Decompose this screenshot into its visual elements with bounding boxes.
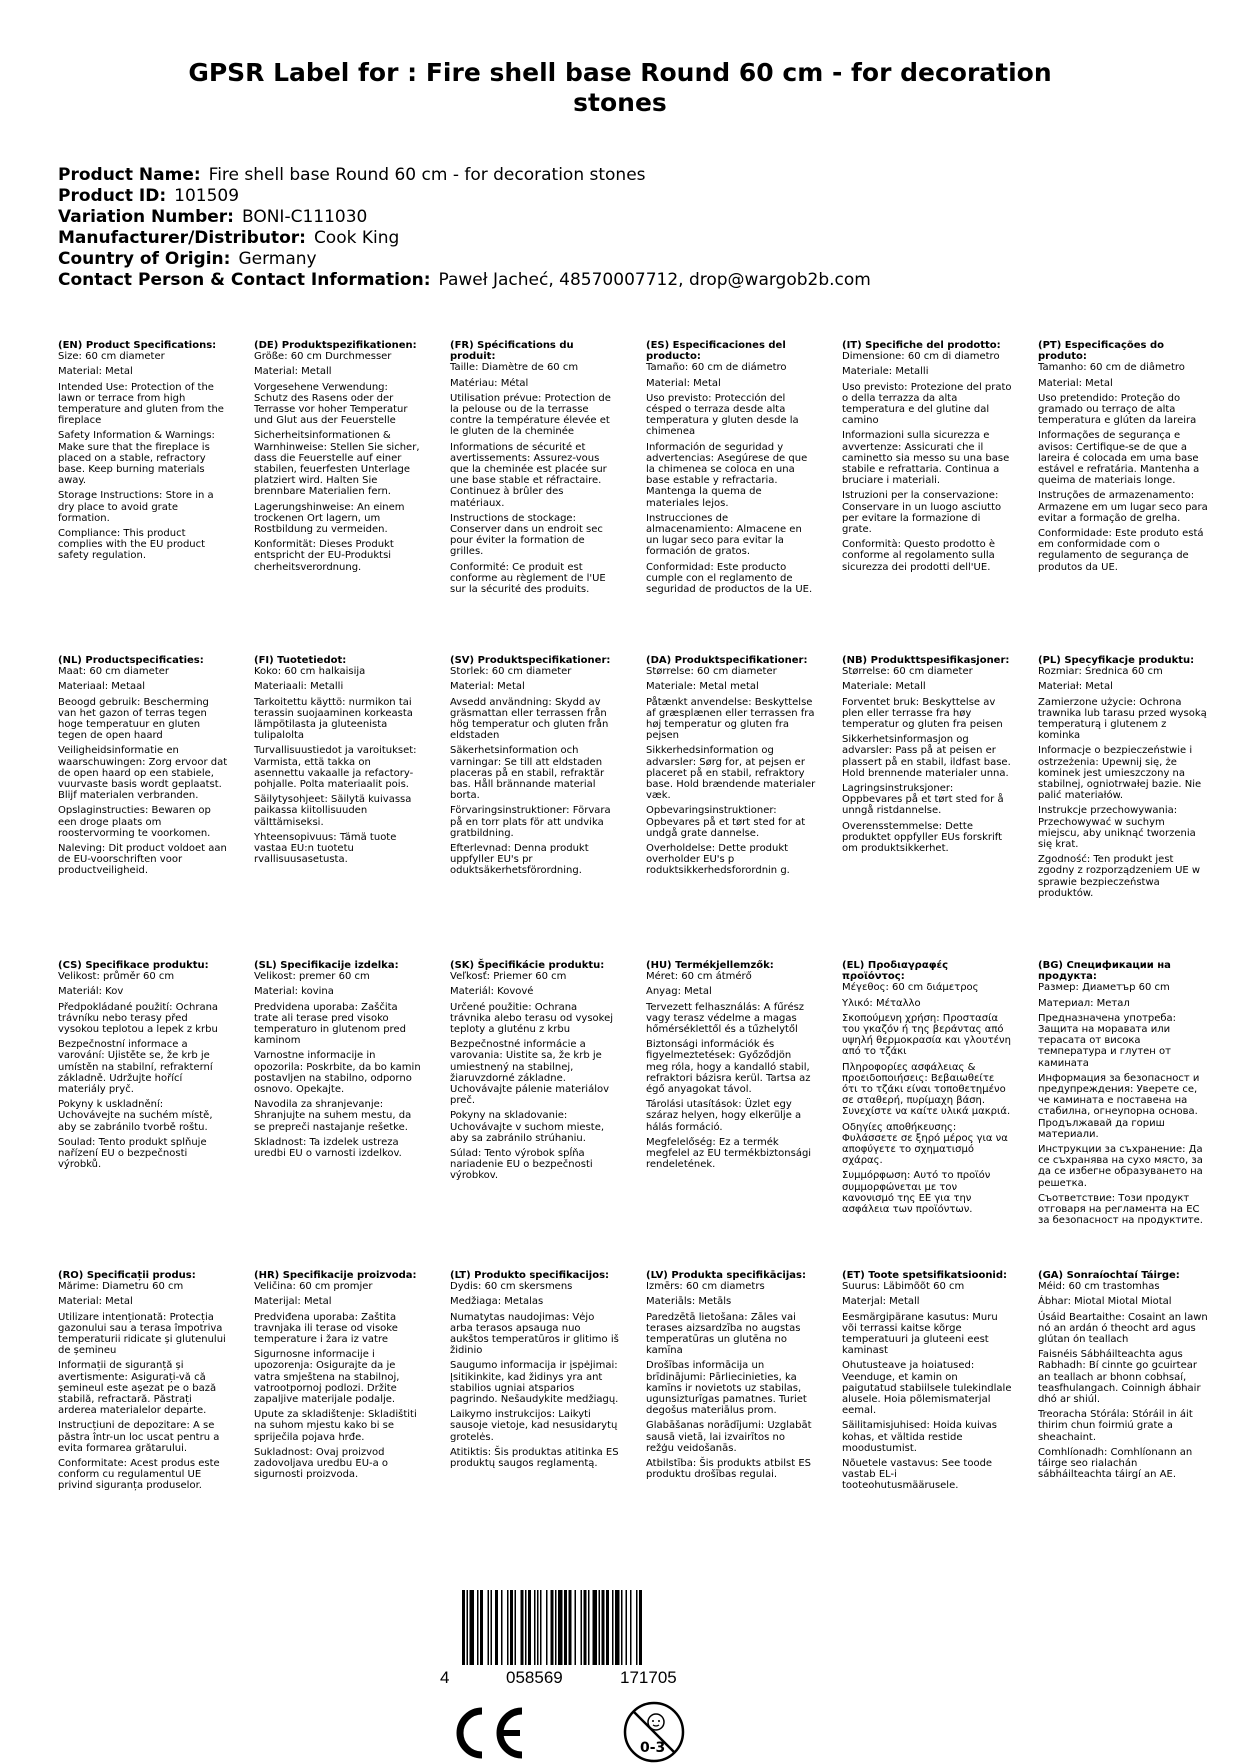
language-spec-header: (ES) Especificaciones del producto: (646, 340, 786, 363)
language-spec-line: Material: Metall (254, 366, 332, 378)
language-spec-block (842, 960, 1012, 1219)
language-spec-line: Υλικό: Μέταλλο (842, 997, 921, 1009)
language-spec-line: Taille: Diamètre de 60 cm (450, 362, 579, 374)
barcode-bars (462, 1590, 700, 1665)
barcode-bar (564, 1590, 567, 1665)
barcode-bar (621, 1590, 623, 1665)
language-spec-block (1038, 960, 1208, 1230)
info-value: BONI-C111030 (241, 207, 368, 227)
language-spec-line: Material: kovina (254, 986, 334, 998)
language-spec-header: (HU) Termékjellemzők: (646, 960, 774, 971)
language-spec-line: Informacje o bezpieczeństwie i ostrzeżenia: Upewnij się, że kominek jest umieszczony na stabilnej, ogniotrwałej bazie. Nie palić materiałów. (1038, 745, 1202, 802)
language-spec-line: Avsedd användning: Skydd av gräsmattan eller terrassen från hög temperatur och gluten från eldstaden (450, 696, 609, 742)
language-spec-line: Sigurnosne informacije i upozorenja: Osigurajte da je vatra smještena na stabilnoj, vatrootpornoj podlozi. Držite zapaljive materijale podalje. (254, 1349, 400, 1406)
barcode (440, 1590, 710, 1690)
barcode-bar (528, 1590, 531, 1665)
language-spec-line: Съответствие: Този продукт отговаря на регламента на ЕС за безопасност на продуктите. (1038, 1192, 1203, 1227)
language-spec-block (450, 655, 620, 881)
barcode-bar (630, 1590, 632, 1665)
language-spec-line: Atitiktis: Šis produktas atitinka ES produktų saugos reglamentą. (450, 1446, 619, 1470)
language-spec-line: Súlad: Tento výrobok spĺňa nariadenie EU o bezpečnosti výrobkov. (450, 1148, 593, 1182)
info-row (58, 249, 871, 270)
page-title: GPSR Label for : Fire shell base Round 60 cm - for decoration stones (188, 58, 1052, 117)
language-spec-line: Utilizare intenționată: Protecția gazonului sau a terasa împotriva temperaturii ridicate și glutenului de șemineu (58, 1311, 226, 1357)
language-spec-header: (RO) Specificații produs: (58, 1270, 196, 1281)
language-spec-line: Soulad: Tento produkt splňuje nařízení EU o bezpečnosti výrobků. (58, 1136, 207, 1171)
barcode-bar (510, 1590, 513, 1665)
language-spec-line: Ábhar: Miotal Miotal Miotal (1038, 1296, 1172, 1308)
barcode-bar (593, 1590, 598, 1665)
language-spec-line: Material: Metal (646, 377, 721, 389)
language-spec-line: Veličina: 60 cm promjer (254, 1281, 373, 1293)
barcode-bar (602, 1590, 605, 1665)
barcode-bar (639, 1590, 642, 1665)
language-spec-line: Určené použitie: Ochrana trávnika alebo terasu od vysokej teploty a gluténu z krbu (450, 1001, 614, 1036)
language-spec-line: Πληροφορίες ασφάλειας & προειδοποιήσεις: Βεβαιωθείτε ότι το τζάκι είναι τοποθετημένο σε σταθερή, πυρίμαχη βάση. Συνεχίστε να καίτε υλικά μακριά. (842, 1061, 1011, 1118)
language-spec-line: Velikost: průměr 60 cm (58, 971, 175, 983)
language-spec-line: Beoogd gebruik: Bescherming van het gazon of terras tegen hoge temperatuur en gluten tegen de open haard (58, 696, 209, 742)
language-spec-line: Turvallisuustiedot ja varoitukset: Varmista, että takka on asennettu vakaalle ja refactory-pohjalle. Polta materiaalit pois. (254, 745, 417, 791)
language-spec-header: (FR) Spécifications du produit: (450, 340, 574, 363)
language-spec-line: Nõuetele vastavus: See toode vastab EL-i tooteohutusmäärusele. (842, 1458, 993, 1492)
barcode-bar (581, 1590, 583, 1665)
language-spec-block (254, 340, 424, 577)
barcode-bar (480, 1590, 483, 1665)
info-row (58, 165, 871, 186)
language-spec-header: (DE) Produktspezifikationen: (254, 340, 417, 351)
language-spec-block (58, 1270, 228, 1496)
language-spec-line: Materiale: Metall (842, 681, 926, 693)
language-spec-header: (DA) Produktspecifikationer: (646, 655, 808, 666)
language-spec-header: (GA) Sonraíochtaí Táirge: (1038, 1270, 1180, 1281)
language-spec-header: (CS) Specifikace produktu: (58, 960, 209, 971)
language-spec-line: Bezpečnostní informace a varování: Ujistěte se, že krb je umístěn na stabilní, refrakterní základně. Udržujte hořící materiály pryč. (58, 1039, 213, 1096)
language-spec-line: Materiál: Kov (58, 986, 124, 998)
language-spec-line: Sicherheitsinformationen & Warnhinweise: Stellen Sie sicher, dass die Feuerstelle auf einer stabilen, feuerfesten Unterlage platziert wird. Halten Sie brennbare Materialien fern. (254, 430, 420, 498)
language-spec-block (842, 340, 1012, 577)
barcode-bar (626, 1590, 628, 1665)
language-spec-line: Sukladnost: Ovaj proizvod zadovoljava uredbu EU-a o sigurnosti proizvoda. (254, 1446, 389, 1481)
language-spec-block (58, 340, 228, 566)
language-spec-block (646, 655, 816, 881)
info-value: Fire shell base Round 60 cm - for decoration stones (208, 165, 646, 185)
language-spec-line: Numatytas naudojimas: Vėjo arba terasos apsauga nuo aukštos temperatūros ir glitimo iš židinio (450, 1311, 619, 1357)
language-spec-line: Overensstemmelse: Dette produktet oppfyller EUs forskrift om produktsikkerhet. (842, 820, 1003, 855)
language-spec-line: Overholdelse: Dette produkt overholder EU's p roduktsikkerhedsforordnin g. (646, 843, 790, 877)
language-spec-line: Conformidad: Este producto cumple con el reglamento de seguridad de productos de la UE. (646, 561, 813, 596)
language-spec-line: Zamierzone użycie: Ochrona trawnika lub tarasu przed wysoką temperaturą i glutenem z kominka (1038, 696, 1207, 742)
language-spec-line: Storlek: 60 cm diameter (450, 666, 572, 678)
barcode-right-group: 171705 (620, 1668, 677, 1687)
barcode-bar (588, 1590, 590, 1665)
language-spec-header: (PT) Especificações do produto: (1038, 340, 1164, 363)
language-spec-line: Conformità: Questo prodotto è conforme al regolamento sulla sicurezza dei prodotti dell'UE. (842, 539, 996, 573)
barcode-bar (501, 1590, 503, 1665)
language-spec-line: Konformität: Dieses Produkt entspricht der EU-Produktsi cherheitsverordnung. (254, 539, 394, 573)
language-spec-line: Μέγεθος: 60 cm διάμετρος (842, 982, 979, 994)
language-spec-line: Méid: 60 cm trastomhas (1038, 1281, 1160, 1293)
language-spec-line: Safety Information & Warnings: Make sure that the fireplace is placed on a stable, refractory base. Keep burning materials away. (58, 430, 215, 487)
language-spec-line: Uso previsto: Protección del césped o terraza desde alta temperatura y gluten desde la chimenea (646, 392, 799, 438)
language-spec-line: Tárolási utasítások: Üzlet egy száraz helyen, hogy elkerülje a hálás formáció. (646, 1099, 802, 1133)
language-spec-line: Anyag: Metal (646, 986, 712, 998)
language-spec-line: Predvidena uporaba: Zaščita trate ali terase pred visoko temperaturo in glutenom pred kaminom (254, 1001, 406, 1047)
language-spec-line: Instrucțiuni de depozitare: A se păstra într-un loc uscat pentru a evita formarea grătarului. (58, 1420, 220, 1454)
language-spec-line: Koko: 60 cm halkaisija (254, 666, 366, 678)
language-spec-header: (FI) Tuotetiedot: (254, 655, 347, 666)
language-spec-line: Sikkerhetsinformasjon og advarsler: Pass på at peisen er plassert på en stabil, ildfast base. Hold brennende materialer unna. (842, 734, 1011, 779)
language-spec-block (254, 960, 424, 1163)
language-spec-header: (PL) Specyfikacje produktu: (1038, 655, 1195, 666)
language-spec-line: Материал: Метал (1038, 997, 1130, 1009)
info-value: 101509 (174, 186, 240, 206)
barcode-bar (462, 1590, 465, 1665)
ce-mark-icon (448, 1705, 528, 1761)
language-spec-line: Οδηγίες αποθήκευσης: Φυλάσσετε σε ξηρό μέρος για να αποφύγετε το σχηματισμό σχάρας. (842, 1121, 1008, 1167)
language-spec-header: (LV) Produkta specifikācijas: (646, 1270, 806, 1281)
barcode-bar (546, 1590, 548, 1665)
language-spec-line: Izmērs: 60 cm diametrs (646, 1281, 765, 1293)
info-label: Product ID: (58, 186, 167, 206)
info-value: Paweł Jacheć, 48570007712, drop@wargob2b.com (438, 270, 871, 290)
language-spec-block (1038, 655, 1208, 903)
not-for-children-0-3-icon (622, 1700, 686, 1764)
barcode-bar (606, 1590, 609, 1665)
language-spec-line: Megfelelőség: Ez a termék megfelel az EU termékbiztonsági rendeletének. (646, 1136, 812, 1171)
language-spec-line: Biztonsági információk és figyelmeztetések: Győződjön meg róla, hogy a kandalló stabil, refraktori bázisra kerül. Tartsa az égő anyagokat távol. (646, 1039, 811, 1096)
language-spec-line: Storage Instructions: Store in a dry place to avoid grate formation. (58, 490, 214, 524)
language-spec-line: Atbilstība: Šis produkts atbilst ES produktu drošības regulai. (646, 1458, 812, 1481)
language-spec-line: Naleving: Dit product voldoet aan de EU-voorschriften voor productveiligheid. (58, 843, 227, 877)
language-spec-block (254, 655, 424, 869)
barcode-bar (636, 1590, 638, 1665)
language-spec-line: Size: 60 cm diameter (58, 351, 165, 363)
language-spec-line: Pokyny na skladovanie: Uchovávajte v suchom mieste, aby sa zabránilo strúhaniu. (450, 1110, 605, 1144)
info-label: Product Name: (58, 165, 201, 185)
language-spec-line: Размер: Диаметър 60 cm (1038, 982, 1170, 994)
barcode-bar (569, 1590, 572, 1665)
language-spec-header: (SL) Specifikacije izdelka: (254, 960, 399, 971)
language-spec-header: (LT) Produkto specifikacijos: (450, 1270, 610, 1281)
language-spec-line: Informazioni sulla sicurezza e avvertenze: Assicurati che il caminetto sia messo su una base stabile e refrattaria. Continua a bruciare i materiali. (842, 430, 1010, 487)
language-spec-line: Sikkerhedsinformation og advarsler: Sørg for, at pejsen er placeret på en stabil, refraktory base. Hold brændende materialer væk. (646, 745, 816, 802)
language-spec-line: Efterlevnad: Denna produkt uppfyller EU's pr oduktsäkerhetsförordning. (450, 843, 589, 877)
barcode-bar (491, 1590, 493, 1665)
language-spec-line: Instrucciones de almacenamiento: Almacene en un lugar seco para evitar la formación de gratos. (646, 512, 802, 558)
language-spec-header: (HR) Specifikacije proizvoda: (254, 1270, 417, 1281)
language-spec-line: Materiāls: Metāls (646, 1296, 732, 1308)
language-spec-block (1038, 1270, 1208, 1484)
language-spec-line: Instrukcje przechowywania: Przechowywać w suchym miejscu, aby uniknąć tworzenia się krat. (1038, 805, 1196, 851)
barcode-bar (599, 1590, 601, 1665)
language-spec-block (450, 340, 620, 599)
language-spec-line: Istruzioni per la conservazione: Conservare in un luogo asciutto per evitare la formazione di grate. (842, 490, 1002, 536)
language-spec-line: Laikymo instrukcijos: Laikyti sausoje vietoje, kad nesusidarytų grotelės. (450, 1409, 618, 1443)
barcode-bar (488, 1590, 490, 1665)
language-spec-line: Instructions de stockage: Conserver dans un endroit sec pour éviter la formation de grilles. (450, 512, 603, 558)
language-spec-line: Materiale: Metal metal (646, 681, 759, 693)
barcode-bar (555, 1590, 557, 1665)
barcode-bar (507, 1590, 509, 1665)
barcode-bar (537, 1590, 539, 1665)
language-spec-line: Materijal: Metal (254, 1296, 332, 1308)
language-spec-line: Lagringsinstruksjoner: Oppbevares på et tørt sted for å unngå ristdannelse. (842, 783, 1004, 817)
language-spec-block (450, 1270, 620, 1473)
language-spec-line: Größe: 60 cm Durchmesser (254, 351, 392, 363)
language-spec-line: Instruções de armazenamento: Armazene em um lugar seco para evitar a formação de grelha. (1038, 490, 1208, 524)
barcode-bar (521, 1590, 524, 1665)
barcode-bar (467, 1590, 469, 1665)
language-spec-line: Σκοπούμενη χρήση: Προστασία του γκαζόν ή της βεράντας από υψηλή θερμοκρασία και γλουτένη από το τζάκι (842, 1012, 1011, 1058)
barcode-bar (612, 1590, 614, 1665)
language-spec-line: Skladnost: Ta izdelek ustreza uredbi EU o varnosti izdelkov. (254, 1136, 402, 1160)
language-spec-header: (EN) Product Specifications: (58, 340, 217, 351)
info-label: Country of Origin: (58, 249, 231, 269)
barcode-bar (584, 1590, 587, 1665)
info-row (58, 207, 871, 228)
language-spec-line: Инструкции за съхранение: Да се съхранява на сухо място, за да се избегне образуването на решетка. (1038, 1144, 1203, 1189)
language-spec-line: Yhteensopivuus: Tämä tuote vastaa EU:n tuotetu rvallisuusasetusta. (254, 831, 397, 866)
language-spec-line: Informações de segurança e avisos: Certifique-se de que a lareira é colocada em uma base estável e refratária. Mantenha a queima de materiais longe. (1038, 430, 1200, 487)
barcode-bar (495, 1590, 498, 1665)
language-spec-line: Información de seguridad y advertencias: Asegúrese de que la chimenea se coloca en una base estable y refractaria. Mantenga la quema de materiales lejos. (646, 441, 808, 509)
language-spec-line: Materiaal: Metaal (58, 681, 146, 693)
info-row (58, 270, 871, 291)
language-spec-line: Förvaringsinstruktioner: Förvara på en torr plats för att undvika gratbildning. (450, 805, 611, 839)
language-spec-line: Ohutusteave ja hoiatused: Veenduge, et kamin on paigutatud stabiilsele tulekindlale alusele. Hoia põlemismaterjal eemal. (842, 1360, 1012, 1417)
language-spec-line: Информация за безопасност и предупреждения: Уверете се, че камината е поставена на стабилна, огнеупорна основа. Продължавай да гориш материали. (1038, 1072, 1200, 1140)
language-spec-line: Säkerhetsinformation och varningar: Se till att eldstaden placeras på en stabil, refraktär bas. Håll brännande material borta. (450, 745, 605, 802)
language-spec-line: Opbevaringsinstruktioner: Opbevares på et tørt sted for at undgå grate dannelse. (646, 805, 806, 839)
language-spec-line: Drošības informācija un brīdinājumi: Pārliecinieties, ka kamīns ir novietots uz stabilas, ugunsizturīgas pamatnes. Turiet degošus materiālus prom. (646, 1360, 807, 1417)
language-spec-line: Faisnéis Sábháilteachta agus Rabhadh: Bí cinnte go gcuirtear an teallach ar bhonn cobhsaí, teasfhulangach. Coinnigh ábhair dhó ar shiúl. (1038, 1349, 1201, 1406)
language-spec-line: Velikost: premer 60 cm (254, 971, 370, 983)
language-spec-line: Treoracha Stórála: Stóráil in áit thirim chun foirmiú grate a sheachaint. (1038, 1409, 1193, 1443)
language-spec-line: Intended Use: Protection of the lawn or terrace from high temperature and gluten from the fireplace (58, 381, 224, 427)
age-label: 0-3 (640, 1740, 666, 1756)
language-spec-line: Glabāšanas norādījumi: Uzglabāt sausā vietā, lai izvairītos no režģu veidošanās. (646, 1420, 812, 1454)
language-spec-block (842, 1270, 1012, 1496)
barcode-bar (575, 1590, 577, 1665)
language-spec-line: Saugumo informacija ir įspėjimai: Įsitikinkite, kad židinys yra ant stabilios ugniai atsparios pagrindo. Nešaudykite medžiagų. (450, 1360, 619, 1406)
language-spec-line: Tarkoitettu käyttö: nurmikon tai terassin suojaaminen korkeasta lämpötilasta ja gluteenista tulipalolta (254, 696, 413, 742)
language-spec-line: Påtænkt anvendelse: Beskyttelse af græsplænen eller terrassen fra høj temperatur og gluten fra pejsen (646, 696, 815, 742)
language-spec-line: Paredzētā lietošana: Zāles vai terases aizsardzība no augstas temperatūras un glutēna no kamīna (646, 1311, 801, 1357)
info-label: Manufacturer/Distributor: (58, 228, 306, 248)
language-spec-header: (NL) Productspecificaties: (58, 655, 204, 666)
language-spec-line: Συμμόρφωση: Αυτό το προϊόν συμμορφώνεται με τον κανονισμό της ΕΕ για την ασφάλεια των προϊόντων. (842, 1170, 991, 1216)
language-spec-line: Uso pretendido: Proteção do gramado ou terraço de alta temperatura e glúten da lareira (1038, 392, 1197, 427)
language-spec-line: Materiale: Metalli (842, 366, 929, 378)
language-spec-line: Conformidade: Este produto está em conformidade com o regulamento de segurança de produtos da UE. (1038, 528, 1204, 573)
language-spec-line: Dimensione: 60 cm di diametro (842, 351, 1000, 363)
language-spec-header: (EL) Προδιαγραφές προϊόντος: (842, 960, 949, 983)
language-spec-header: (IT) Specifiche del prodotto: (842, 340, 1001, 351)
language-spec-line: Rozmiar: Średnica 60 cm (1038, 666, 1163, 678)
language-spec-line: Säilytysohjeet: Säilytä kuivassa paikassa kiitollisuuden välttämiseksi. (254, 794, 412, 828)
language-spec-line: Predviđena uporaba: Zaštita travnjaka ili terase od visoke temperature i žara iz vatre (254, 1311, 398, 1346)
barcode-first-digit: 4 (440, 1668, 450, 1687)
info-label: Contact Person & Contact Information: (58, 270, 431, 290)
info-label: Variation Number: (58, 207, 234, 227)
barcode-bar (534, 1590, 536, 1665)
language-spec-line: Navodila za shranjevanje: Shranjujte na suhem mestu, da se prepreči nastajanje rešetke. (254, 1099, 412, 1133)
language-spec-block (1038, 340, 1208, 577)
language-spec-line: Material: Metal (450, 681, 525, 693)
language-spec-line: Zgodność: Ten produkt jest zgodny z rozporządzeniem UE w sprawie bezpieczeństwa produktów. (1038, 854, 1201, 899)
language-spec-line: Maat: 60 cm diameter (58, 666, 170, 678)
barcode-bar (477, 1590, 479, 1665)
info-value: Cook King (313, 228, 400, 248)
language-spec-line: Bezpečnostné informácie a varovania: Uistite sa, že krb je umiestnený na stabilnej, žiaruvzdorné základne. Uchovávajte pálenie materiálov preč. (450, 1039, 610, 1107)
language-spec-line: Compliance: This product complies with the EU product safety regulation. (58, 528, 206, 562)
language-spec-line: Størrelse: 60 cm diameter (646, 666, 777, 678)
language-spec-line: Informations de sécurité et avertissements: Assurez-vous que la cheminée est placée sur une base stable et réfractaire. Continuez à brûler des matériaux. (450, 441, 607, 509)
language-spec-line: Opslaginstructies: Bewaren op een droge plaats om roostervorming te voorkomen. (58, 805, 211, 839)
info-value: Germany (238, 249, 317, 269)
language-spec-line: Materiaali: Metalli (254, 681, 344, 693)
barcode-bar (558, 1590, 563, 1665)
language-spec-block (58, 960, 228, 1174)
language-spec-header: (NB) Produkttspesifikasjoner: (842, 655, 1010, 666)
language-spec-line: Předpokládané použití: Ochrana trávníku nebo terasy před vysokou teplotou a lepek z krbu (58, 1001, 219, 1036)
language-spec-line: Material: Metal (1038, 377, 1113, 389)
language-spec-line: Suurus: Läbimõõt 60 cm (842, 1281, 965, 1293)
language-spec-line: Veiligheidsinformatie en waarschuwingen: Zorg ervoor dat de open haard op een stabiele, vuurvaste basis wordt geplaatst. Blijf materialen verbranden. (58, 745, 228, 802)
language-spec-line: Medžiaga: Metalas (450, 1296, 544, 1308)
language-spec-header: (ET) Toote spetsifikatsioonid: (842, 1270, 1008, 1281)
barcode-bar (540, 1590, 542, 1665)
language-spec-block (58, 655, 228, 881)
language-spec-line: Mărime: Diametru 60 cm (58, 1281, 184, 1293)
language-spec-line: Tamaño: 60 cm de diámetro (646, 362, 787, 374)
language-spec-block (450, 960, 620, 1186)
language-spec-line: Pokyny k uskladnění: Uchovávejte na suchém místě, aby se zabránilo tvorbě roštu. (58, 1099, 213, 1133)
language-spec-block (646, 1270, 816, 1484)
language-spec-block (254, 1270, 424, 1484)
language-spec-line: Forventet bruk: Beskyttelse av plen eller terrasse fra høy temperatur og gluten fra peisen (842, 696, 1003, 731)
language-spec-line: Comhlíonadh: Comhlíonann an táirge seo rialachán sábháilteachta táirgí an AE. (1038, 1446, 1193, 1481)
language-spec-line: Eesmärgipärane kasutus: Muru või terrassi kaitse kõrge temperatuuri ja gluteeni eest kaminast (842, 1311, 998, 1357)
language-spec-line: Materiał: Metal (1038, 681, 1113, 693)
language-spec-line: Informații de siguranță și avertismente: Asigurați-vă că șemineul este așezat pe o bază stabilă, refractară. Păstrați arderea materialelor departe. (58, 1360, 217, 1417)
language-spec-line: Matériau: Métal (450, 377, 529, 389)
language-spec-header: (BG) Спецификации на продукта: (1038, 960, 1171, 983)
language-spec-line: Størrelse: 60 cm diameter (842, 666, 973, 678)
info-row (58, 228, 871, 249)
barcode-bar (515, 1590, 517, 1665)
language-spec-line: Upute za skladištenje: Skladištiti na suhom mjestu kako bi se spriječila pojava hrđe. (254, 1409, 417, 1443)
language-spec-header: (SV) Produktspecifikationer: (450, 655, 611, 666)
language-spec-line: Materjal: Metall (842, 1296, 920, 1308)
info-row (58, 186, 871, 207)
language-spec-line: Conformité: Ce produit est conforme au règlement de l'UE sur la sécurité des produits. (450, 561, 606, 596)
barcode-bar (615, 1590, 620, 1665)
barcode-bar (551, 1590, 554, 1665)
language-spec-line: Varnostne informacije in opozorila: Poskrbite, da bo kamin postavljen na stabilno, odporno osnovo. Opekajte. (254, 1050, 421, 1096)
language-spec-header: (SK) Špecifikácie produktu: (450, 960, 605, 971)
language-spec-line: Dydis: 60 cm skersmens (450, 1281, 573, 1293)
language-spec-line: Tervezett felhasználás: A fűrész vagy terasz védelme a magas hőmérséklettől és a tűzhelytől (646, 1001, 805, 1036)
barcode-bar (470, 1590, 475, 1665)
barcode-left-group: 058569 (506, 1668, 563, 1687)
language-spec-line: Säilitamisjuhised: Hoida kuivas kohas, et vältida restide moodustumist. (842, 1420, 998, 1454)
language-spec-line: Veľkosť: Priemer 60 cm (450, 971, 567, 983)
product-info (58, 165, 871, 291)
language-spec-line: Material: Metal (58, 366, 133, 378)
language-spec-line: Méret: 60 cm átmérő (646, 971, 752, 983)
language-spec-line: Materiál: Kovové (450, 986, 534, 998)
language-spec-line: Uso previsto: Protezione del prato o della terrazza da alta temperatura e del glutine dal camino (842, 381, 1012, 427)
language-spec-block (646, 960, 816, 1174)
language-spec-line: Vorgesehene Verwendung: Schutz des Rasens oder der Terrasse vor hoher Temperatur und Glut aus der Feuerstelle (254, 381, 408, 427)
language-spec-line: Utilisation prévue: Protection de la pelouse ou de la terrasse contre la température élevée et le gluten de la cheminée (450, 392, 611, 438)
language-spec-block (646, 340, 816, 599)
language-spec-line: Conformitate: Acest produs este conform cu regulamentul UE privind siguranța produselor. (58, 1458, 220, 1492)
language-spec-line: Предназначена употреба: Защита на моравата или терасата от висока температура и глутен от камината (1038, 1012, 1177, 1069)
language-spec-line: Lagerungshinweise: An einem trockenen Ort lagern, um Rostbildung zu vermeiden. (254, 501, 405, 536)
language-spec-line: Tamanho: 60 cm de diâmetro (1038, 362, 1185, 374)
language-spec-block (842, 655, 1012, 858)
language-spec-line: Úsáid Beartaithe: Cosaint an lawn nó an ardán ó theocht ard agus glútan ón teallach (1038, 1311, 1208, 1346)
barcode-bar (525, 1590, 527, 1665)
language-spec-line: Material: Metal (58, 1296, 133, 1308)
